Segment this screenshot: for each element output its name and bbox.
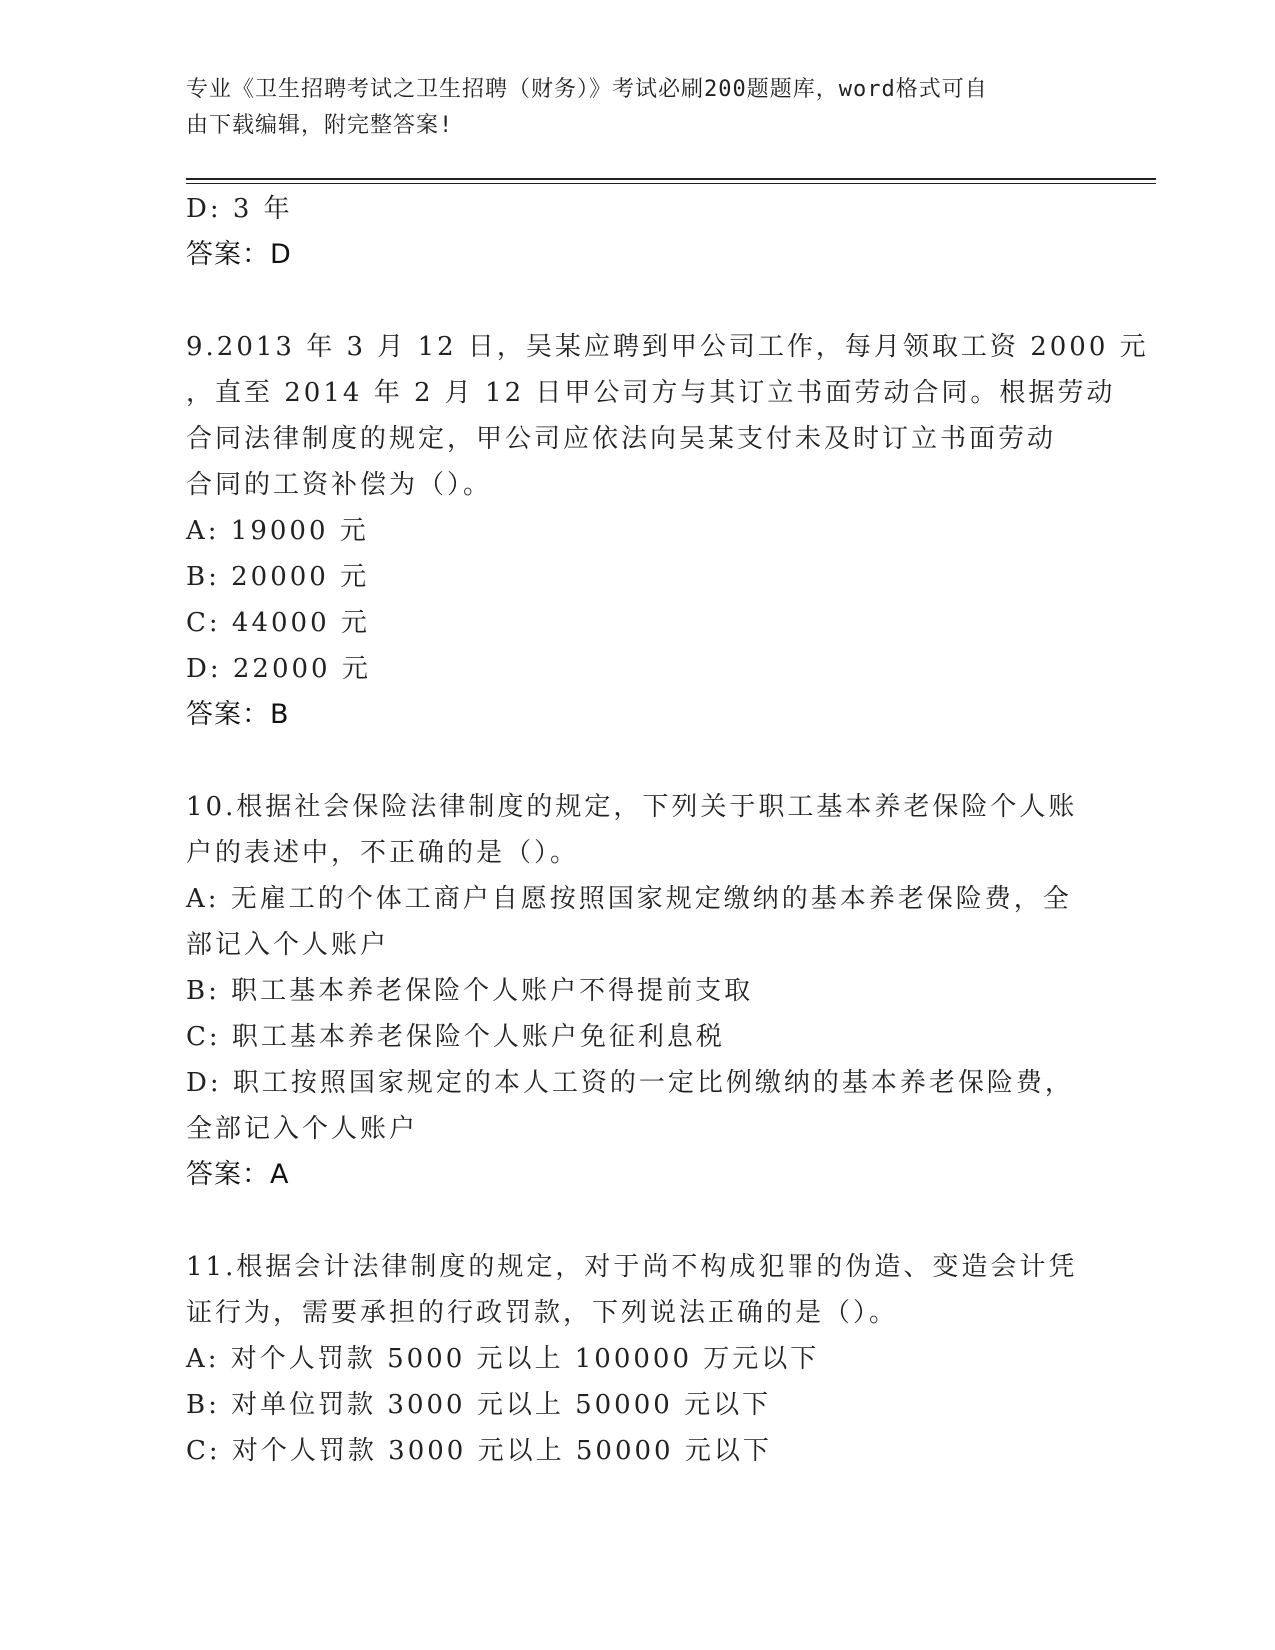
document-body <box>186 186 1149 1474</box>
prev-option-d: D: 3 年 <box>186 194 293 224</box>
question-10-option-d: D: 职工按照国家规定的本人工资的一定比例缴纳的基本养老保险费， <box>186 1068 1074 1098</box>
question-9-line-2: ，直至 2014 年 2 月 12 日甲公司方与其订立书面劳动合同。根据劳动 <box>186 378 1116 408</box>
question-10-option-b: B: 职工基本养老保险个人账户不得提前支取 <box>186 976 754 1006</box>
question-11 <box>186 1244 1078 1474</box>
spacer <box>186 738 1066 784</box>
question-11-option-b: B: 对单位罚款 3000 元以上 50000 元以下 <box>186 1390 772 1420</box>
question-9 <box>186 324 1149 738</box>
question-10 <box>186 784 1078 1198</box>
question-11-option-a: A: 对个人罚款 5000 元以上 100000 万元以下 <box>186 1344 820 1374</box>
header-rule-thick <box>186 178 1156 180</box>
question-10-option-a-cont: 部记入个人账户 <box>186 930 390 960</box>
question-9-answer: 答案：B <box>186 699 290 730</box>
question-10-line-1: 10.根据社会保险法律制度的规定，下列关于职工基本养老保险个人账 <box>186 792 1078 822</box>
question-10-line-2: 户的表述中，不正确的是（）。 <box>186 838 580 868</box>
spacer <box>186 278 1066 324</box>
question-11-line-2: 证行为，需要承担的行政罚款，下列说法正确的是（）。 <box>186 1298 899 1328</box>
header-line-1: 专业《卫生招聘考试之卫生招聘（财务）》考试必刷200题题库，word格式可自 <box>186 77 988 102</box>
question-9-line-1: 9.2013 年 3 月 12 日，吴某应聘到甲公司工作，每月领取工资 2000 元 <box>186 332 1149 362</box>
question-9-option-c: C: 44000 元 <box>186 608 370 638</box>
prev-answer: 答案：D <box>186 239 292 270</box>
question-9-line-4: 合同的工资补偿为（）。 <box>186 470 493 500</box>
question-9-option-b: B: 20000 元 <box>186 562 370 592</box>
question-9-option-d: D: 22000 元 <box>186 654 371 684</box>
question-10-option-d-cont: 全部记入个人账户 <box>186 1114 419 1144</box>
question-9-option-a: A: 19000 元 <box>186 516 369 546</box>
question-10-option-a: A: 无雇工的个体工商户自愿按照国家规定缴纳的基本养老保险费，全 <box>186 884 1072 914</box>
spacer <box>186 1198 1066 1244</box>
question-10-option-c: C: 职工基本养老保险个人账户免征利息税 <box>186 1022 725 1052</box>
question-11-option-c: C: 对个人罚款 3000 元以上 50000 元以下 <box>186 1436 772 1466</box>
question-9-line-3: 合同法律制度的规定，甲公司应依法向吴某支付未及时订立书面劳动 <box>186 424 1057 454</box>
page-header <box>186 72 1066 144</box>
header-line-2: 由下载编辑，附完整答案! <box>186 113 454 138</box>
question-10-answer: 答案：A <box>186 1159 290 1190</box>
question-11-line-1: 11.根据会计法律制度的规定，对于尚不构成犯罪的伪造、变造会计凭 <box>186 1252 1078 1282</box>
header-rule-thin <box>186 183 1156 184</box>
